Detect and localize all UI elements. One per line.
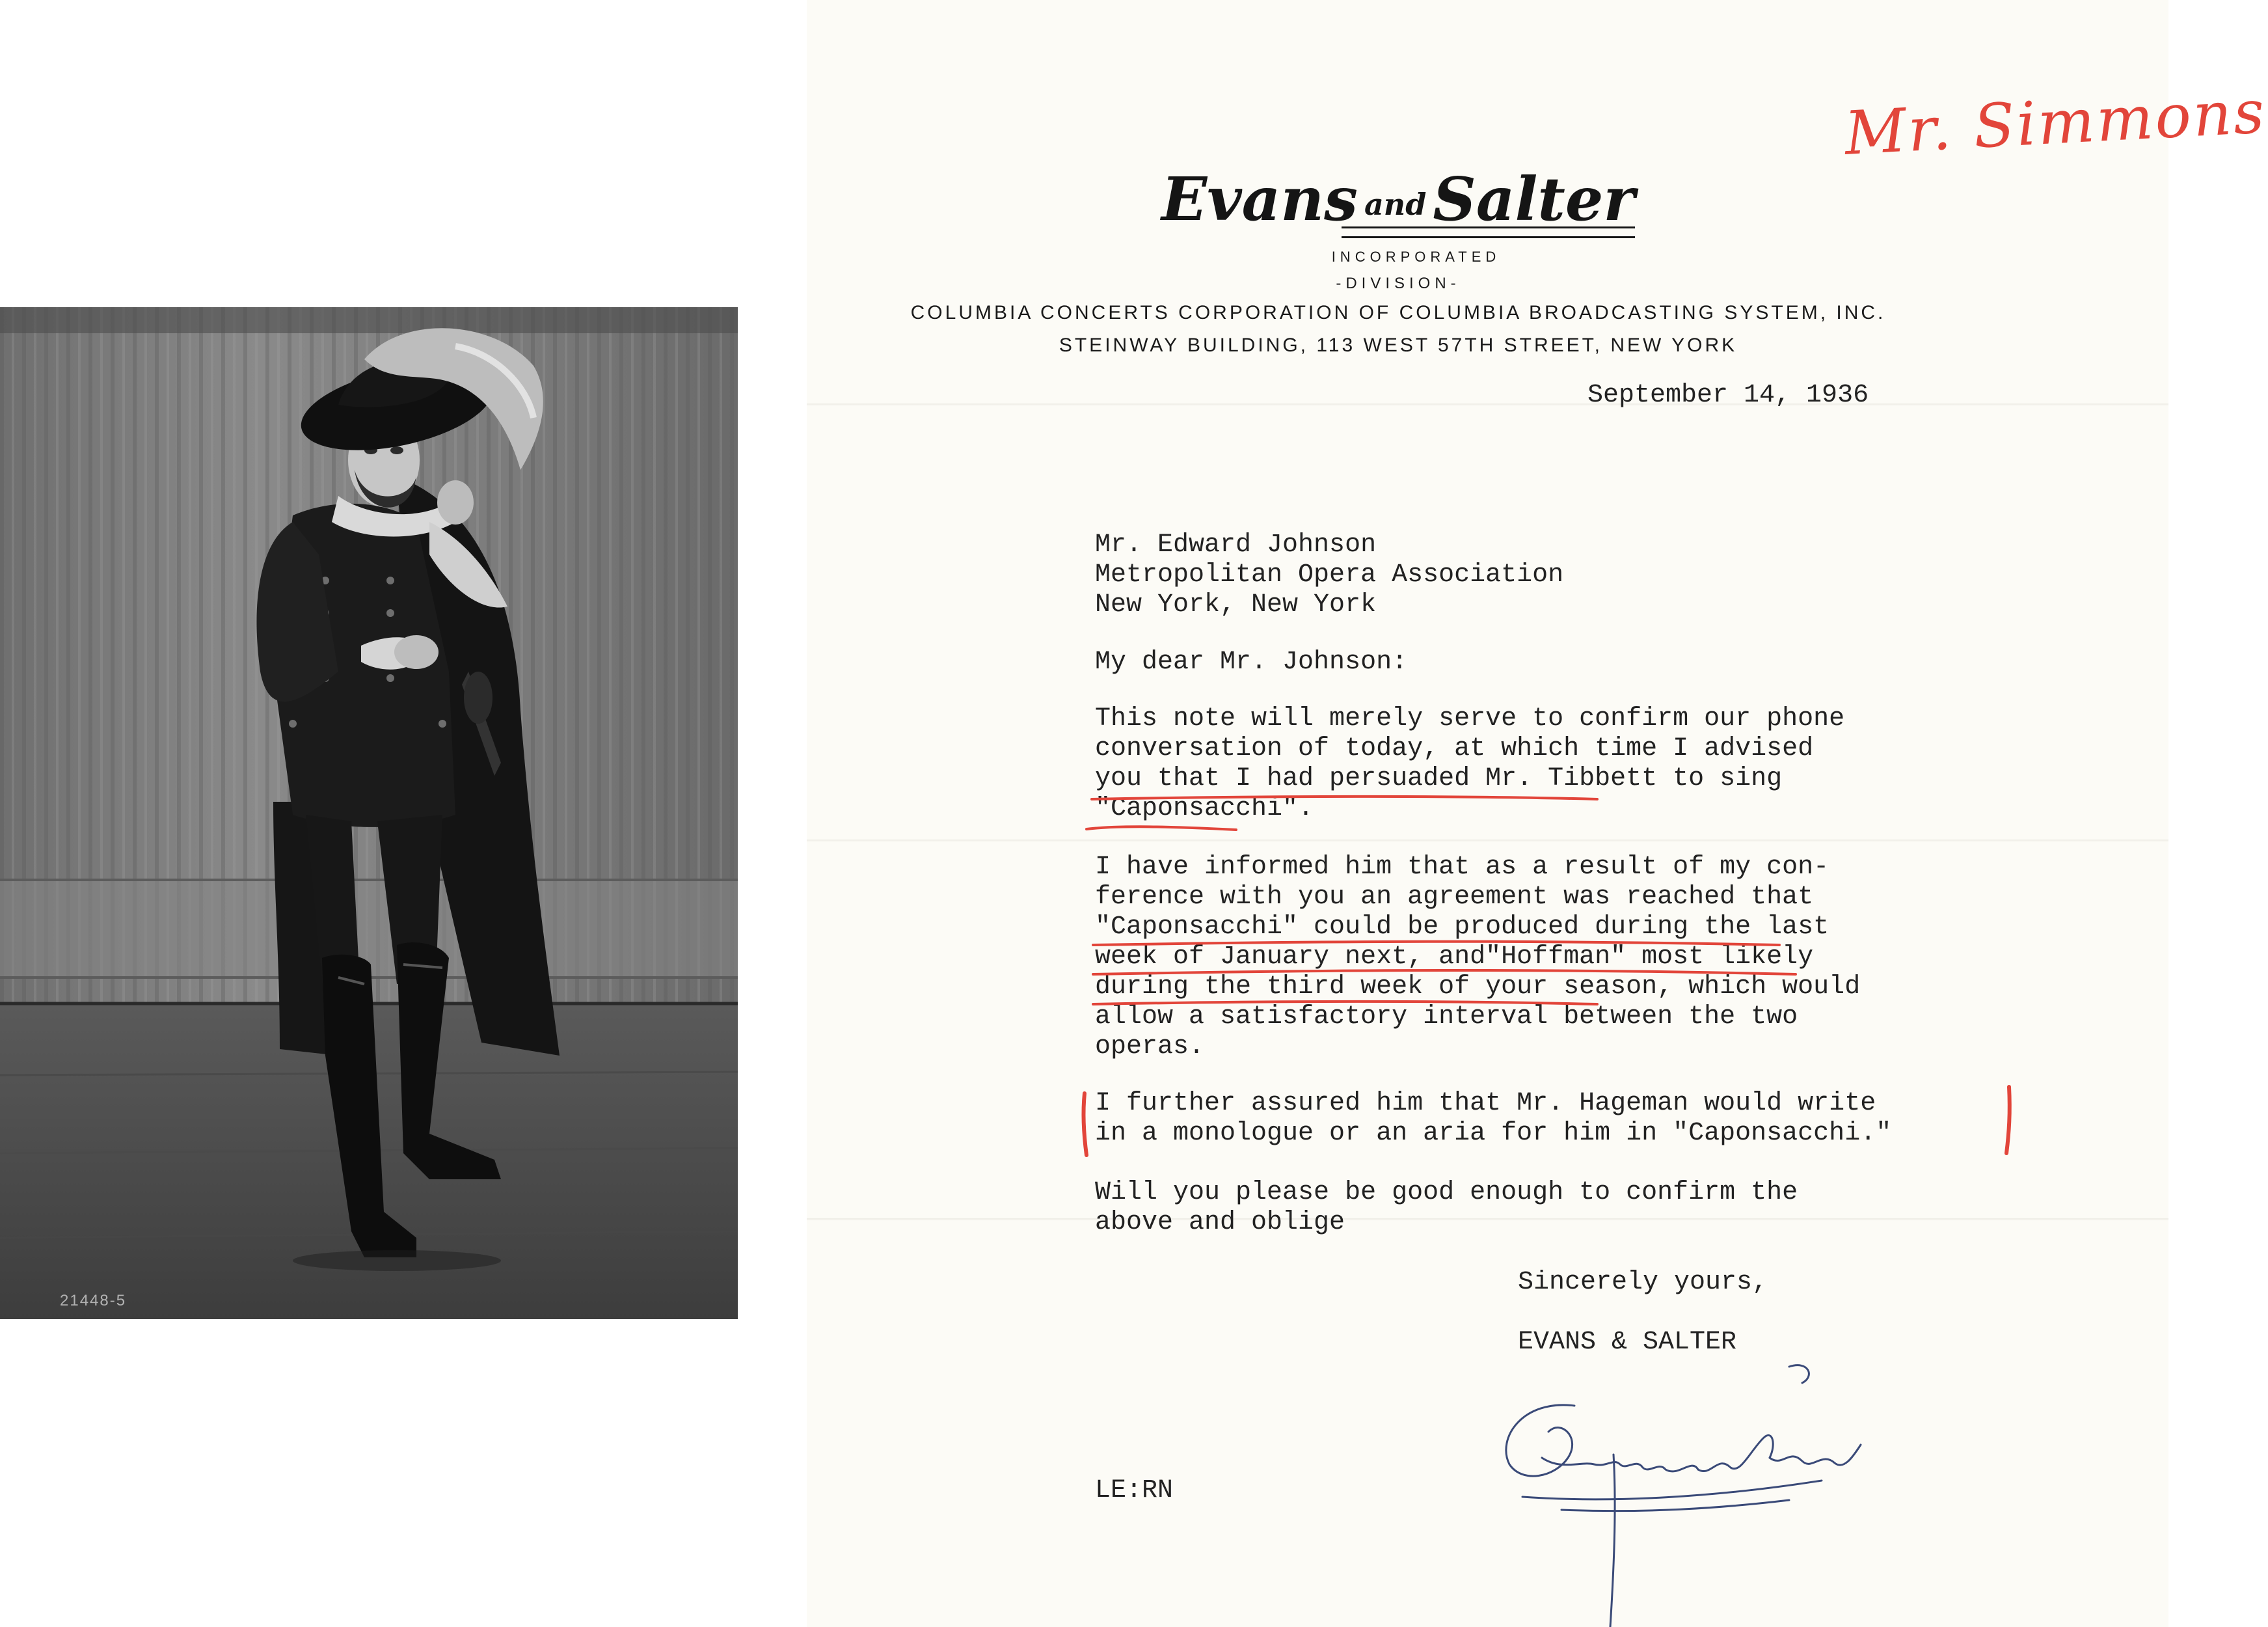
paragraph-line: allow a satisfactory interval between the two [1095,1002,1798,1032]
paragraph-line: Will you please be good enough to confirm the [1095,1178,1798,1207]
paragraph-line: week of January next, and"Hoffman" most likely [1095,942,1814,972]
address-line: Metropolitan Opera Association [1095,560,1564,590]
address-line: Mr. Edward Johnson [1095,530,1377,560]
letterhead-address: STEINWAY BUILDING, 113 WEST 57TH STREET, NEW YORK [1059,335,1738,356]
paragraph-line: I have informed him that as a result of my con- [1095,853,1829,882]
letterhead [807,164,1990,357]
handwritten-signature-image [1483,1341,1900,1627]
paragraph-4 [1095,1178,1798,1238]
red-bracket-left [1084,1093,1087,1155]
paragraph-line: during the third week of your season, which would [1095,972,1861,1002]
inside-address [1095,530,1563,620]
logo-name-right: Salter [1433,164,1635,234]
paragraph-2 [1095,853,1860,1062]
logo-underline-rules [1342,226,1635,238]
photo-negative-number: 21448-5 [60,1292,127,1309]
salutation: My dear Mr. Johnson: [1095,648,1408,677]
paragraph-line: operas. [1095,1032,1205,1061]
paragraph-line: "Caponsacchi" could be produced during the last [1095,912,1829,942]
letter-date: September 14, 1936 [1587,381,1869,410]
firm-name: EVANS & SALTER [1518,1328,1737,1357]
complimentary-close: Sincerely yours, [1518,1268,1768,1297]
red-pencil-note: Mr. Simmons [1843,77,2268,169]
reference-initials: LE:RN [1095,1476,1174,1505]
paragraph-line: in a monologue or an aria for him in "Caponsacchi." [1095,1119,1892,1148]
costume-photograph [0,307,738,1319]
letterhead-corporation: COLUMBIA CONCERTS CORPORATION OF COLUMBIA BROADCASTING SYSTEM, INC. [910,302,1886,323]
red-underline [1087,827,1236,830]
logo-and: and [1364,187,1427,223]
paragraph-line: above and oblige [1095,1208,1345,1237]
paragraph-1 [1095,704,1844,824]
logo-name-left: Evans [1161,164,1358,234]
letterhead-incorporated: INCORPORATED [1331,249,1501,265]
paragraph-line: you that I had persuaded Mr. Tibbett to sing [1095,764,1783,793]
paragraph-line: conversation of today, at which time I advised [1095,734,1814,763]
letter-document [807,0,2268,1627]
paragraph-line: "Caponsacchi". [1095,794,1314,823]
paragraph-line: ference with you an agreement was reached that [1095,882,1814,912]
photograph-image [0,307,738,1319]
letterhead-division: -DIVISION- [1336,275,1461,292]
red-bracket-right [2006,1087,2010,1153]
paragraph-line: This note will merely serve to confirm our phone [1095,704,1845,733]
address-line: New York, New York [1095,590,1377,620]
paper-fold-line [807,403,2168,405]
paper-fold-line [807,840,2168,841]
company-logo [1161,164,1635,234]
paragraph-line: I further assured him that Mr. Hageman would write [1095,1089,1876,1118]
paragraph-3 [1095,1089,1891,1149]
